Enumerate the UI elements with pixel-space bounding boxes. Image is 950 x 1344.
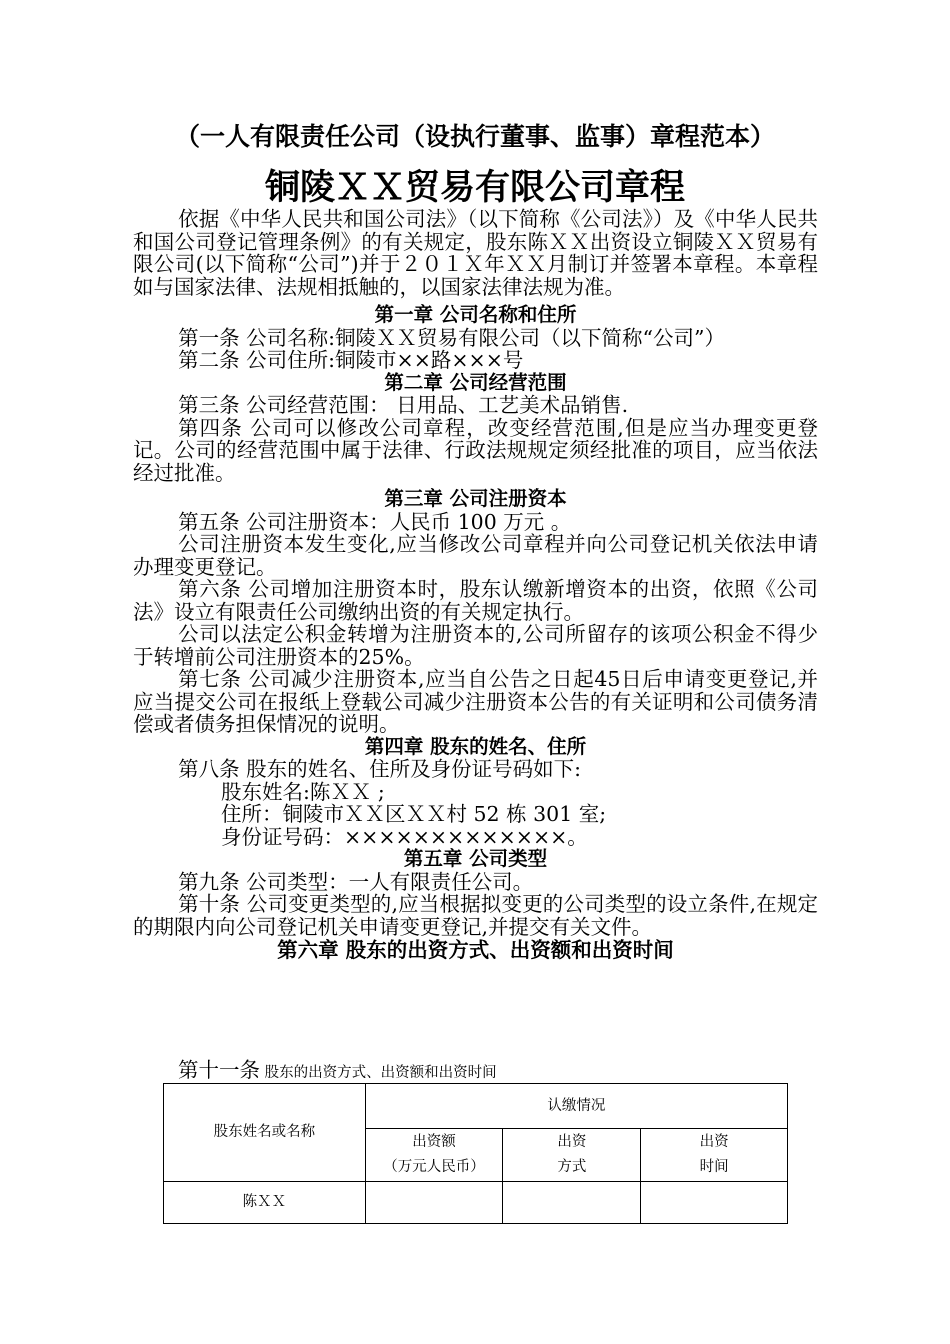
article-4: 第四条 公司可以修改公司章程，改变经营范围,但是应当办理变更登记。公司的经营范围中属于法律、行政法规规定须经批准的项目，应当依法经过批准。 xyxy=(133,415,818,485)
table-row xyxy=(164,1182,788,1224)
header-contribution-amount xyxy=(365,1129,503,1182)
article-11-text: 股东的出资方式、出资额和出资时间 xyxy=(260,1065,497,1081)
header-amount-line-2: （万元人民币） xyxy=(383,1159,485,1175)
article-6-paragraph-2: 公司以法定公积金转增为注册资本的,公司所留存的该项公积金不得少于转增前公司注册资本的25%。 xyxy=(133,622,818,669)
article-8: 第八条 股东的姓名、住所及身份证号码如下: xyxy=(178,757,582,781)
header-contribution-time xyxy=(641,1129,788,1182)
chapter-1-heading: 第一章 公司名称和住所 xyxy=(374,303,577,326)
chapter-3-heading: 第三章 公司注册资本 xyxy=(384,487,567,510)
row-time-cell xyxy=(641,1182,788,1224)
article-9: 第九条 公司类型：一人有限责任公司。 xyxy=(178,869,534,894)
row-shareholder-name: 陈ＸＸ xyxy=(164,1182,366,1224)
shareholder-address: 住所：铜陵市ＸＸ区ＸＸ村 52 栋 301 室; xyxy=(221,802,607,826)
article-11 xyxy=(178,1058,497,1085)
article-2: 第二条 公司住所:铜陵市××路×××号 xyxy=(178,348,524,372)
header-time-line-2: 时间 xyxy=(699,1159,729,1175)
table-header-row xyxy=(164,1084,788,1129)
chapter-6-heading: 第六章 股东的出资方式、出资额和出资时间 xyxy=(277,938,674,962)
article-3: 第三条 公司经营范围： 日用品、工艺美术品销售. xyxy=(178,393,629,417)
article-10: 第十条 公司变更类型的,应当根据拟变更的公司类型的设立条件,在规定的期限内向公司登记机关申请变更登记,并提交有关文件。 xyxy=(133,892,818,939)
document-subtitle: （一人有限责任公司（设执行董事、监事）章程范本） xyxy=(174,122,775,151)
row-amount-cell xyxy=(365,1182,503,1224)
article-1: 第一条 公司名称:铜陵ＸＸ贸易有限公司（以下简称“公司”） xyxy=(178,325,725,350)
header-shareholder-name: 股东姓名或名称 xyxy=(164,1084,366,1182)
header-time-line-1: 出资 xyxy=(699,1134,729,1150)
article-5: 第五条 公司注册资本：人民币 100 万元 。 xyxy=(178,509,572,534)
article-11-number: 第十一条 xyxy=(178,1058,260,1082)
header-method-line-2: 方式 xyxy=(557,1159,587,1175)
row-method-cell xyxy=(503,1182,641,1224)
article-5-paragraph-2: 公司注册资本发生变化,应当修改公司章程并向公司登记机关依法申请办理变更登记。 xyxy=(133,532,818,579)
document-title: 铜陵ＸＸ贸易有限公司章程 xyxy=(264,168,685,208)
header-contribution-method xyxy=(503,1129,641,1182)
article-6: 第六条 公司增加注册资本时，股东认缴新增资本的出资，依照《公司法》设立有限责任公司缴纳出资的有关规定执行。 xyxy=(133,577,818,624)
article-7: 第七条 公司减少注册资本,应当自公告之日起45日后申请变更登记,并应当提交公司在报纸上登载公司减少注册资本公告的有关证明和公司债务清偿或者债务担保情况的说明。 xyxy=(133,667,818,736)
shareholder-id-number: 身份证号码：×××××××××××××。 xyxy=(221,824,588,849)
capital-contribution-table xyxy=(163,1083,788,1224)
document-body xyxy=(133,208,818,963)
header-amount-line-1: 出资额 xyxy=(412,1134,456,1150)
preamble-paragraph: 依据《中华人民共和国公司法》（以下简称《公司法》）及《中华人民共和国公司登记管理条例》的有关规定，股东陈ＸＸ出资设立铜陵ＸＸ贸易有限公司(以下简称“公司”)并于２０１Ｘ年ＸＸ月制订并签署本章程。本章程如与国家法律、法规相抵触的，以国家法律法规为准。 xyxy=(133,207,818,299)
chapter-2-heading: 第二章 公司经营范围 xyxy=(384,370,567,394)
header-method-line-1: 出资 xyxy=(557,1134,587,1150)
chapter-5-heading: 第五章 公司类型 xyxy=(403,847,548,870)
chapter-4-heading: 第四章 股东的姓名、住所 xyxy=(364,734,587,758)
shareholder-name: 股东姓名:陈ＸＸ ; xyxy=(221,779,385,804)
header-subscription-status: 认缴情况 xyxy=(365,1084,787,1129)
